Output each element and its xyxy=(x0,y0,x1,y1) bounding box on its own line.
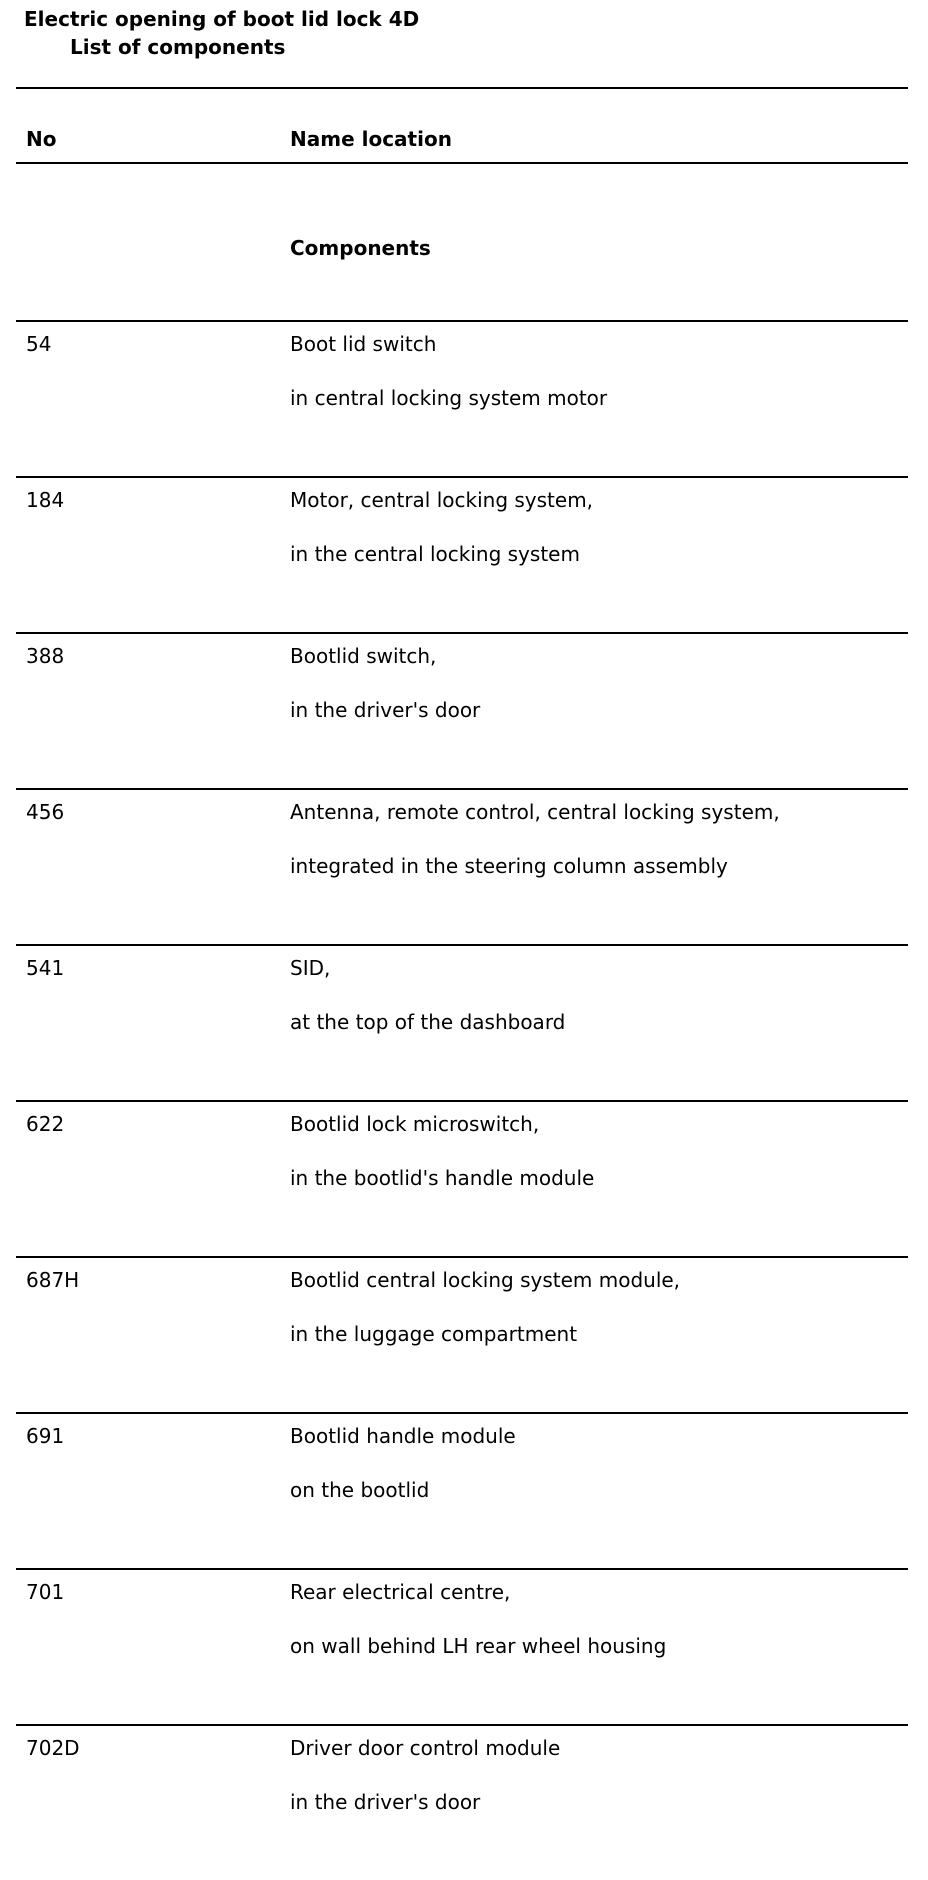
component-number: 456 xyxy=(26,800,65,824)
component-location: on the bootlid xyxy=(290,1478,430,1502)
component-name: Antenna, remote control, central locking system, xyxy=(290,800,780,824)
component-location: integrated in the steering column assembly xyxy=(290,854,728,878)
component-number: 687H xyxy=(26,1268,80,1292)
component-name-location xyxy=(290,644,480,722)
component-name: Bootlid handle module xyxy=(290,1424,516,1448)
section-row xyxy=(16,164,908,320)
component-number: 184 xyxy=(26,488,65,512)
table-row xyxy=(16,1570,908,1724)
component-number: 622 xyxy=(26,1112,65,1136)
table-row xyxy=(16,946,908,1100)
component-name-location xyxy=(290,1112,594,1190)
component-location: on wall behind LH rear wheel housing xyxy=(290,1634,667,1658)
component-location: in the bootlid's handle module xyxy=(290,1166,595,1190)
component-name-location xyxy=(290,956,565,1034)
component-location: at the top of the dashboard xyxy=(290,1010,566,1034)
component-name: Boot lid switch xyxy=(290,332,437,356)
table-header-row xyxy=(16,89,908,162)
table-row xyxy=(16,634,908,788)
header-name-location: Name location xyxy=(290,127,452,151)
table-row xyxy=(16,1414,908,1568)
component-location: in the central locking system xyxy=(290,542,580,566)
section-label: Components xyxy=(290,236,431,260)
component-number: 541 xyxy=(26,956,65,980)
component-name: Bootlid lock microswitch, xyxy=(290,1112,540,1136)
table-row xyxy=(16,1258,908,1412)
component-name: SID, xyxy=(290,956,331,980)
component-number: 701 xyxy=(26,1580,65,1604)
component-name-location xyxy=(290,800,780,878)
component-location: in the driver's door xyxy=(290,1790,481,1814)
component-name: Motor, central locking system, xyxy=(290,488,594,512)
component-name-location xyxy=(290,1736,560,1814)
table-row xyxy=(16,790,908,944)
component-number: 388 xyxy=(26,644,65,668)
component-number: 691 xyxy=(26,1424,65,1448)
table-row xyxy=(16,322,908,476)
component-location: in central locking system motor xyxy=(290,386,608,410)
component-name-location xyxy=(290,1268,680,1346)
component-name-location xyxy=(290,332,607,410)
component-name: Rear electrical centre, xyxy=(290,1580,511,1604)
components-table xyxy=(16,87,908,1880)
component-name: Bootlid switch, xyxy=(290,644,437,668)
component-name: Driver door control module xyxy=(290,1736,561,1760)
component-number: 54 xyxy=(26,332,52,356)
header-no: No xyxy=(26,127,57,151)
table-row xyxy=(16,1726,908,1880)
component-name-location xyxy=(290,1580,666,1658)
table-row xyxy=(16,1102,908,1256)
table-row xyxy=(16,478,908,632)
component-name-location xyxy=(290,1424,516,1502)
document-title: Electric opening of boot lid lock 4D xyxy=(24,7,420,31)
component-location: in the luggage compartment xyxy=(290,1322,578,1346)
component-name: Bootlid central locking system module, xyxy=(290,1268,681,1292)
component-location: in the driver's door xyxy=(290,698,481,722)
component-name-location xyxy=(290,488,593,566)
document-subtitle: List of components xyxy=(70,35,286,59)
component-number: 702D xyxy=(26,1736,80,1760)
